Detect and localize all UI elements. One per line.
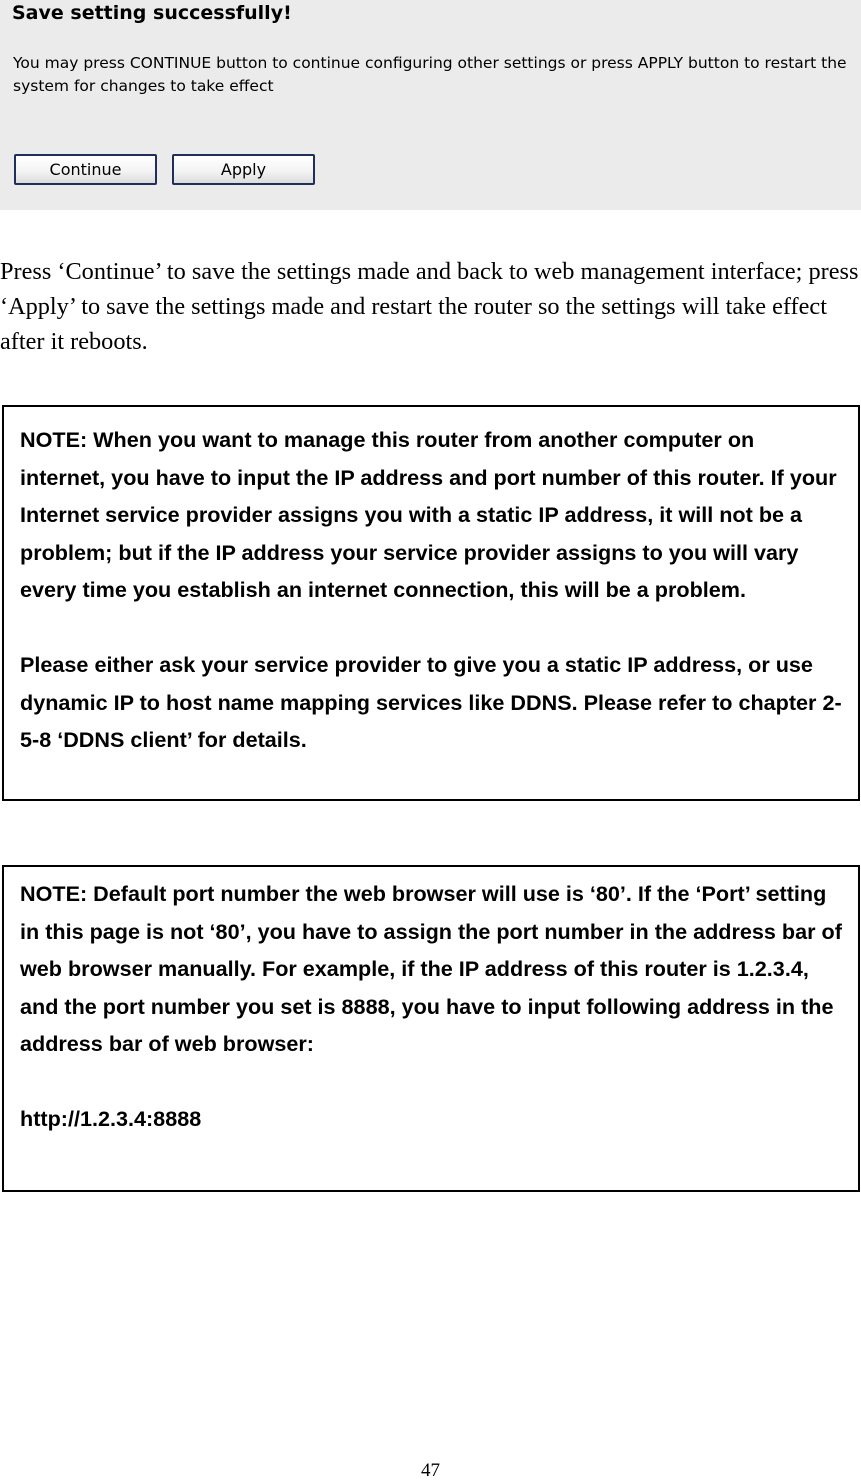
note-box-port-number <box>2 865 860 1192</box>
example-url: http://1.2.3.4:8888 <box>20 1106 202 1131</box>
save-success-screenshot <box>0 0 861 210</box>
note-text: Please either ask your service provider to give you a static IP address, or use dynamic IP to host name mapping services like DDNS. Please refer to chapter 2-5-8 ‘DDNS client’ for details. <box>20 652 842 752</box>
save-success-title: Save setting successfully! <box>12 2 292 24</box>
paragraph-spacer <box>20 609 844 647</box>
note-text: NOTE: Default port number the web browser will use is ‘80’. If the ‘Port’ setting in this page is not ‘80’, you have to assign the port number in the address bar of web browser manually. For example, if the IP address of this router is 1.2.3.4, and the port number you set is 8888, you have to input following address in the address bar of web browser: <box>20 881 842 1056</box>
note-text: NOTE: When you want to manage this router from another computer on internet, you have to input the IP address and port number of this router. If your Internet service provider assigns you with a static IP address, it will not be a problem; but if the IP address your service provider assigns to you will vary every time you establish an internet connection, this will be a problem. <box>20 427 837 602</box>
apply-button[interactable]: Apply <box>172 154 315 185</box>
continue-button[interactable]: Continue <box>14 154 157 185</box>
paragraph-spacer <box>20 1063 844 1101</box>
note-box-remote-management <box>2 405 860 801</box>
page-number: 47 <box>421 1460 440 1481</box>
instructions-paragraph: Press ‘Continue’ to save the settings made and back to web management interface; press ‘Apply’ to save the settings made and restart the router so the settings will take effect after it reboots. <box>0 258 859 355</box>
save-success-message: You may press CONTINUE button to continue configuring other settings or press APPLY button to restart the system for changes to take effect <box>13 54 847 95</box>
